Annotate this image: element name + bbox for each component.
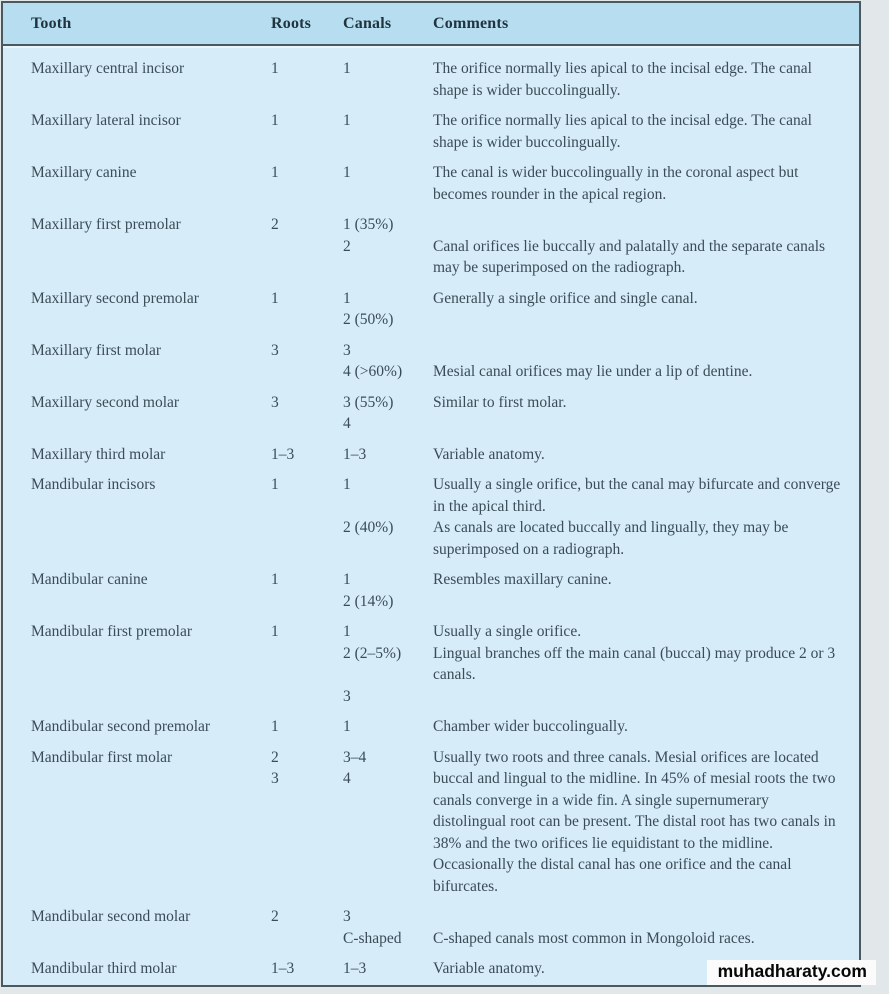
watermark: muhadharaty.com	[707, 960, 876, 985]
canals-value: 4	[343, 770, 351, 787]
tooth-cell: Maxillary central incisor	[31, 60, 185, 77]
roots-cell	[271, 474, 343, 560]
canals-value	[343, 496, 433, 518]
comment-text: Usually a single orifice.	[433, 623, 582, 640]
comment-text: Canal orifices lie buccally and palatally and the separate canals may be superimposed on the radiograph.	[433, 237, 826, 276]
comment-text: Generally a single orifice and single canal.	[433, 289, 698, 307]
column-header-roots: Roots	[271, 14, 312, 32]
canals-cell	[343, 569, 433, 612]
roots-value: 1–3	[271, 445, 295, 463]
canals-value: 1	[343, 112, 351, 129]
tooth-cell: Maxillary first molar	[31, 341, 161, 359]
canals-cell	[343, 162, 433, 205]
table-header	[3, 3, 859, 46]
canals-cell	[343, 392, 433, 435]
roots-value: 1	[271, 476, 279, 493]
comment-text: Variable anatomy.	[433, 445, 545, 463]
tooth-cell: Maxillary second premolar	[31, 289, 199, 307]
canals-value: 1	[343, 623, 351, 640]
tooth-cell: Mandibular third molar	[31, 960, 177, 977]
comments-cell	[433, 214, 845, 279]
comment-text: C-shaped canals most common in Mongoloid races.	[433, 929, 755, 947]
canals-value	[343, 664, 433, 686]
roots-value: 1	[271, 718, 279, 735]
roots-value: 3	[271, 770, 279, 787]
canals-value: 2 (14%)	[343, 592, 394, 610]
tooth-cell: Maxillary canine	[31, 164, 137, 181]
canals-value: 1	[343, 289, 351, 307]
canals-cell	[343, 958, 433, 980]
roots-value: 1	[271, 289, 279, 307]
canals-cell	[343, 474, 433, 560]
comment-text: Variable anatomy.	[433, 960, 545, 977]
table-row	[31, 392, 845, 435]
roots-value: 1	[271, 60, 279, 77]
comments-cell	[433, 569, 845, 612]
table-row	[31, 747, 845, 898]
canals-value: 1 (35%)	[343, 216, 394, 233]
table-row	[31, 474, 845, 560]
comments-cell	[433, 340, 845, 383]
comments-cell	[433, 288, 845, 331]
canals-value: C-shaped	[343, 929, 402, 947]
comments-cell	[433, 392, 845, 435]
canals-value: 2 (2–5%)	[343, 644, 402, 662]
comment-text: Mesial canal orifices may lie under a lip of dentine.	[433, 363, 753, 380]
canals-value: 2 (50%)	[343, 311, 394, 328]
canals-value: 2	[343, 237, 351, 255]
roots-value: 1	[271, 623, 279, 640]
comment-text: The orifice normally lies apical to the incisal edge. The canal shape is wider buccolingually.	[433, 112, 812, 151]
roots-cell	[271, 214, 343, 279]
canals-value: 3	[343, 687, 351, 705]
tooth-cell: Mandibular second premolar	[31, 718, 211, 735]
roots-cell	[271, 288, 343, 331]
roots-value: 1–3	[271, 960, 295, 977]
table-row	[31, 162, 845, 205]
tooth-cell: Mandibular first premolar	[31, 623, 192, 640]
canals-cell	[343, 214, 433, 279]
roots-cell	[271, 110, 343, 153]
column-header-tooth: Tooth	[31, 14, 72, 32]
comments-cell	[433, 747, 845, 898]
tooth-cell: Mandibular canine	[31, 571, 148, 588]
canals-cell	[343, 906, 433, 949]
comment-text: Usually two roots and three canals. Mesial orifices are located buccal and lingual to the midline. In 45% of mesial roots the two canals converge in a wide fin. A single supernumerary distolingual root can be present. The distal root has two canals in 38% and the two orifices lie equidistant to the midline. Occasionally the distal canal has one orifice and the canal bifurcates.	[433, 748, 836, 895]
roots-cell	[271, 444, 343, 466]
comments-cell	[433, 906, 845, 949]
tooth-cell: Mandibular first molar	[31, 748, 173, 766]
roots-value: 3	[271, 393, 279, 411]
comments-cell	[433, 110, 845, 153]
comment-text: Similar to first molar.	[433, 393, 567, 411]
canals-value: 3–4	[343, 748, 367, 766]
canals-value: 3 (55%)	[343, 393, 394, 411]
roots-value: 2	[271, 216, 279, 233]
table-row	[31, 906, 845, 949]
tooth-cell: Maxillary first premolar	[31, 216, 181, 233]
table-row	[31, 621, 845, 707]
roots-cell	[271, 340, 343, 383]
table-row	[31, 58, 845, 101]
roots-cell	[271, 569, 343, 612]
comment-text: Resembles maxillary canine.	[433, 571, 612, 588]
comment-text: Usually a single orifice, but the canal may bifurcate and converge in the apical third.	[433, 476, 841, 515]
canals-value: 3	[343, 908, 351, 925]
table-row	[31, 288, 845, 331]
canals-cell	[343, 444, 433, 466]
roots-cell	[271, 162, 343, 205]
comments-cell	[433, 444, 845, 466]
comment-text: As canals are located buccally and lingually, they may be superimposed on a radiograph.	[433, 519, 789, 558]
comments-cell	[433, 162, 845, 205]
tooth-cell: Maxillary lateral incisor	[31, 112, 181, 129]
roots-cell	[271, 958, 343, 980]
canals-cell	[343, 747, 433, 898]
comment-text: Lingual branches off the main canal (buccal) may produce 2 or 3 canals.	[433, 644, 836, 683]
tooth-anatomy-table	[1, 1, 861, 987]
comments-cell	[433, 621, 845, 707]
canals-cell	[343, 340, 433, 383]
comments-cell	[433, 716, 845, 738]
table-row	[31, 214, 845, 279]
table-row	[31, 569, 845, 612]
comment-text	[433, 214, 845, 236]
roots-cell	[271, 716, 343, 738]
roots-value: 3	[271, 341, 279, 359]
tooth-cell: Mandibular second molar	[31, 908, 191, 925]
canals-cell	[343, 110, 433, 153]
table-body	[3, 46, 859, 980]
canals-value: 4 (>60%)	[343, 363, 403, 380]
canals-value: 3	[343, 341, 351, 359]
canals-value: 1	[343, 476, 351, 493]
tooth-cell: Mandibular incisors	[31, 476, 156, 493]
roots-value: 1	[271, 571, 279, 588]
roots-cell	[271, 58, 343, 101]
canals-cell	[343, 621, 433, 707]
comment-text: Chamber wider buccolingually.	[433, 718, 628, 735]
comments-cell	[433, 58, 845, 101]
comment-text	[433, 906, 845, 928]
roots-cell	[271, 621, 343, 707]
roots-value: 2	[271, 908, 279, 925]
canals-value: 1	[343, 60, 351, 77]
comment-text: The orifice normally lies apical to the incisal edge. The canal shape is wider buccolingually.	[433, 60, 812, 99]
canals-cell	[343, 288, 433, 331]
canals-value: 2 (40%)	[343, 519, 394, 536]
canals-value: 1–3	[343, 445, 367, 463]
roots-cell	[271, 747, 343, 898]
table-row	[31, 444, 845, 466]
tooth-cell: Maxillary third molar	[31, 445, 166, 463]
column-header-comments: Comments	[433, 14, 509, 32]
canals-value: 4	[343, 415, 351, 432]
roots-cell	[271, 906, 343, 949]
canals-value: 1	[343, 571, 351, 588]
roots-value: 1	[271, 164, 279, 181]
comment-text	[433, 340, 845, 362]
table-row	[31, 110, 845, 153]
comment-text: The canal is wider buccolingually in the coronal aspect but becomes rounder in the apical region.	[433, 164, 799, 203]
roots-value: 2	[271, 748, 279, 766]
roots-value: 1	[271, 112, 279, 129]
canals-value: 1–3	[343, 960, 367, 977]
column-header-canals: Canals	[343, 14, 392, 32]
canals-cell	[343, 58, 433, 101]
canals-value: 1	[343, 718, 351, 735]
tooth-cell: Maxillary second molar	[31, 393, 180, 411]
comments-cell	[433, 474, 845, 560]
table-row	[31, 716, 845, 738]
canals-value: 1	[343, 164, 351, 181]
roots-cell	[271, 392, 343, 435]
canals-cell	[343, 716, 433, 738]
table-row	[31, 340, 845, 383]
